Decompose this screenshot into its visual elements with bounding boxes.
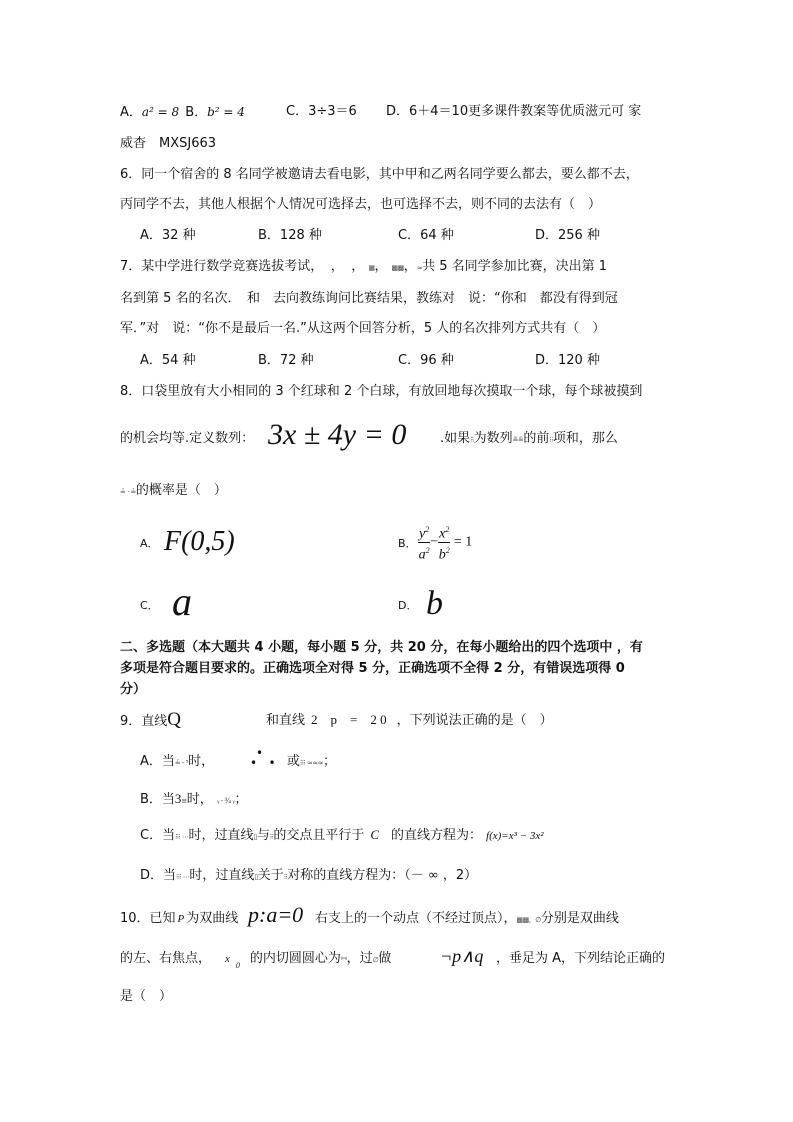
q9-garbled-math-c3: ⁝⁝ bbox=[269, 833, 274, 841]
q8-sum-text: 项和，那么 bbox=[552, 431, 618, 446]
q9-option-c-tail: 的直线方程为： bbox=[391, 828, 483, 843]
q7-line-3: 军．”对 说：“你不是最后一名.”从这两个回答分析，5 人的名次排列方式共有（ ） bbox=[120, 321, 606, 336]
q8-option-b-math: $\frac{y^2}{a^2}$ − $\frac{x^2}{b^2}$ = 1 bbox=[418, 522, 472, 562]
q9-option-b-start: B．当 bbox=[140, 792, 175, 807]
q5-option-d-continued: 威杳 MXSJ663 bbox=[120, 136, 217, 151]
q5-option-a-label: A． bbox=[120, 105, 142, 120]
q9-option-d-about: 关于 bbox=[257, 868, 284, 883]
q9-garbled-math-a1: ≟ - ⁵ bbox=[174, 759, 189, 767]
q5-option-a-math: a² = 8 bbox=[141, 105, 180, 119]
q9-line bbox=[120, 711, 181, 731]
q5-options-line bbox=[120, 103, 245, 122]
q9-option-b-mid: 时， bbox=[186, 792, 213, 807]
q8-before-text: 的前 bbox=[523, 431, 550, 446]
q10-hyperbola: 为双曲线 bbox=[186, 911, 239, 926]
q7-line-2: 名到第 5 名的名次． 和 去向教练询问比赛结果，教练对 说：“你和 都没有得到冠 bbox=[120, 291, 618, 306]
q7-option-c: C．96 种 bbox=[398, 353, 454, 368]
q7-garbled-glyph-2: ▩▩ bbox=[391, 264, 404, 272]
q8-probability-text: 的概率是（ ） bbox=[135, 483, 227, 498]
q9-option-a-start: A．当 bbox=[140, 754, 175, 769]
q9-option-b: B．当3≡时， ᵧ - ¾ ᵧ； bbox=[140, 791, 248, 807]
q9-prefix: 9．直线 bbox=[120, 714, 168, 729]
q6-option-a: A．32 种 bbox=[140, 228, 196, 243]
q9-option-d-start: D．当 bbox=[140, 868, 177, 883]
fraction-x2-b2: $\frac{x^2}{b^2}$ bbox=[438, 522, 450, 562]
q10-known: 10．已知 bbox=[120, 911, 176, 926]
q8-garbled-math-2: ≞≞ bbox=[512, 436, 524, 444]
q10-incenter-text: 的内切圆圆心为 bbox=[249, 951, 341, 966]
q9-garbled-math-d3: ⁝⁝ bbox=[283, 873, 288, 881]
q9-option-c bbox=[140, 826, 544, 846]
q7-option-b: B．72 种 bbox=[258, 353, 314, 368]
q7-option-d: D．120 种 bbox=[535, 353, 600, 368]
q9-garbled-math-d1: ⁝⁝⁝ ⋯ bbox=[176, 873, 190, 881]
q5-option-d: D．6＋4＝10更多课件教案等优质滋元可 家 bbox=[386, 104, 642, 119]
q5-option-b-math: b² = 4 bbox=[207, 105, 245, 119]
q7-garbled-glyph-3: ≈ bbox=[416, 264, 423, 272]
q8-option-c-math: a bbox=[172, 579, 192, 624]
therefore-icon: • • • bbox=[250, 746, 276, 770]
q10-garbled-math-2: ∅ bbox=[535, 916, 541, 924]
q8-option-d-label: D． bbox=[398, 599, 418, 612]
q10-focus-text: 的左、右焦点， bbox=[120, 951, 212, 966]
q8-option-a-math: F(0,5) bbox=[164, 526, 235, 557]
q8-option-b-label: B． bbox=[398, 537, 417, 550]
q7-comma-1: ， bbox=[330, 259, 338, 274]
q8-garbled-math-3: ⁝⁝ bbox=[549, 436, 553, 444]
q10-line-3: 是（ ） bbox=[120, 989, 173, 1004]
q6-option-c: C．64 种 bbox=[398, 228, 454, 243]
q8-garbled-math-1: ⁝⁝ bbox=[470, 436, 474, 444]
q7-comma-3: ， bbox=[374, 259, 388, 274]
q9-garbled-math-a2: ⁝⁝⁝ ≈≈≈ bbox=[300, 759, 324, 767]
q10-line-2-end: ，垂足为 A，下列结论正确的 bbox=[496, 951, 666, 966]
q9-option-b-sym: 3 bbox=[174, 791, 182, 806]
section-2-line-1: 二、多选题（本大题共 4 小题，每小题 5 分，共 20 分，在每小题给出的四个选项中 ，有 bbox=[120, 640, 643, 655]
q10-x-symbol: x bbox=[225, 953, 230, 965]
q8-option-d-math: b bbox=[426, 585, 443, 622]
q9-option-a-or: 或 bbox=[287, 754, 301, 769]
q10-garbled-math-4: ∅ bbox=[372, 956, 379, 964]
q10-p-symbol: P bbox=[177, 913, 185, 925]
q9-option-a bbox=[140, 753, 214, 772]
q7-comma-4: ， bbox=[403, 259, 417, 274]
q10-garbled-math-3: ⁽ᴹ⁾ bbox=[340, 956, 347, 964]
q9-option-c-with: 与 bbox=[256, 828, 270, 843]
q9-and-line: 和直线 bbox=[266, 713, 306, 728]
q9-option-c-start: C．当 bbox=[140, 828, 176, 843]
q5-option-c: C．3÷3＝6 bbox=[286, 104, 357, 119]
q10-right-branch: 右支上的一个动点（不经过顶点）， bbox=[315, 911, 517, 926]
q9-garbled-math-c1: ⁝⁝⁝ ⋯ bbox=[175, 833, 189, 841]
q10-x-subscript: 0 bbox=[235, 961, 240, 970]
q10-math-1: p:a=0 bbox=[248, 902, 304, 927]
q9-option-c-function: f(x)=x³ − 3x² bbox=[486, 830, 544, 842]
q8-garbled-math-4: ≟ · ≟ bbox=[120, 488, 136, 496]
section-2-line-3: 分） bbox=[120, 682, 147, 697]
q8-option-a-label: A． bbox=[140, 537, 159, 550]
q9-option-d-tail: 对称的直线方程为：（－ ∞ ，2） bbox=[287, 868, 478, 883]
q8-line-1: 8．口袋里放有大小相同的 3 个红球和 2 个白球，有放回地每次摸取一个球，每个球被摸到 bbox=[120, 384, 643, 399]
q9-garbled-math-c2: ▯ bbox=[253, 833, 257, 841]
q9-option-a-mid: 时， bbox=[188, 754, 215, 769]
q6-line-1: 6．同一个宿舍的 8 名同学被邀请去看电影，其中甲和乙两名同学要么都去，要么都不去， bbox=[120, 167, 639, 182]
q10-through-text: ，过 bbox=[346, 951, 373, 966]
q9-garbled-math-d2: ▯ bbox=[254, 873, 258, 881]
q6-option-d: D．256 种 bbox=[535, 228, 600, 243]
q10-math-2: ¬p∧q bbox=[440, 946, 484, 966]
q6-line-2: 丙同学不去，其他人根据个人情况可选择去，也可选择不去，则不同的去法有（ ） bbox=[120, 197, 602, 212]
q7-line-1 bbox=[120, 258, 607, 277]
q8-if-text: .如果 bbox=[440, 431, 471, 446]
q9-garbled-math-b1: ≡ bbox=[181, 797, 187, 805]
q9-option-d bbox=[140, 867, 477, 886]
q9-line-mid bbox=[266, 711, 553, 730]
q9-option-c-mid: 时，过直线 bbox=[188, 828, 254, 843]
q9-tail: ，下列说法正确的是（ ） bbox=[396, 713, 553, 728]
fraction-y2-a2: $\frac{y^2}{a^2}$ bbox=[418, 522, 430, 562]
q10-foci-text: 分别是双曲线 bbox=[540, 911, 619, 926]
q9-option-a-tail: 或⁝⁝⁝ ≈≈≈； bbox=[287, 754, 337, 769]
q7-comma-2: ， bbox=[351, 259, 365, 274]
q8-line-2-start: 的机会均等.定义数列： bbox=[120, 431, 255, 446]
q10-line-1 bbox=[120, 910, 238, 928]
q9-option-c-symbol: C bbox=[370, 827, 380, 842]
q10-do-text: 做 bbox=[378, 951, 392, 966]
q9-equation: 2 p = 2 0 bbox=[311, 712, 387, 727]
q9-option-d-mid: 时，过直线 bbox=[189, 868, 255, 883]
section-2-line-2: 多项是符合题目要求的。正确选项全对得 5 分，正确选项不全得 2 分，有错误选项得 0 bbox=[120, 661, 625, 676]
q7-garbled-glyph-1: ▦ bbox=[368, 264, 375, 272]
q9-q-symbol: Q bbox=[167, 709, 182, 730]
q10-line-2 bbox=[120, 950, 391, 975]
q8-line-3 bbox=[120, 482, 227, 501]
q7-option-a: A．54 种 bbox=[140, 353, 196, 368]
q8-line-2-rest bbox=[440, 430, 618, 449]
q6-option-b: B．128 种 bbox=[258, 228, 322, 243]
q10-line-1-rest bbox=[315, 910, 619, 929]
q8-seq-text: 为数列 bbox=[473, 431, 513, 446]
q10-garbled-math-1: ▩▩， bbox=[516, 916, 536, 924]
q7-line-1-start: 7．某中学进行数学竞赛选拔考试， bbox=[120, 259, 317, 274]
q8-big-equation: 3x ± 4y = 0 bbox=[268, 418, 407, 451]
q7-line-1-end: 共 5 名同学参加比赛，决出第 1 bbox=[422, 259, 608, 274]
q9-option-c-parallel: 的交点且平行于 bbox=[273, 828, 365, 843]
q8-option-c-label: C． bbox=[140, 599, 159, 612]
q9-garbled-math-b2: ᵧ - ¾ ᵧ bbox=[216, 797, 235, 805]
q5-option-b-label: B． bbox=[185, 105, 208, 120]
